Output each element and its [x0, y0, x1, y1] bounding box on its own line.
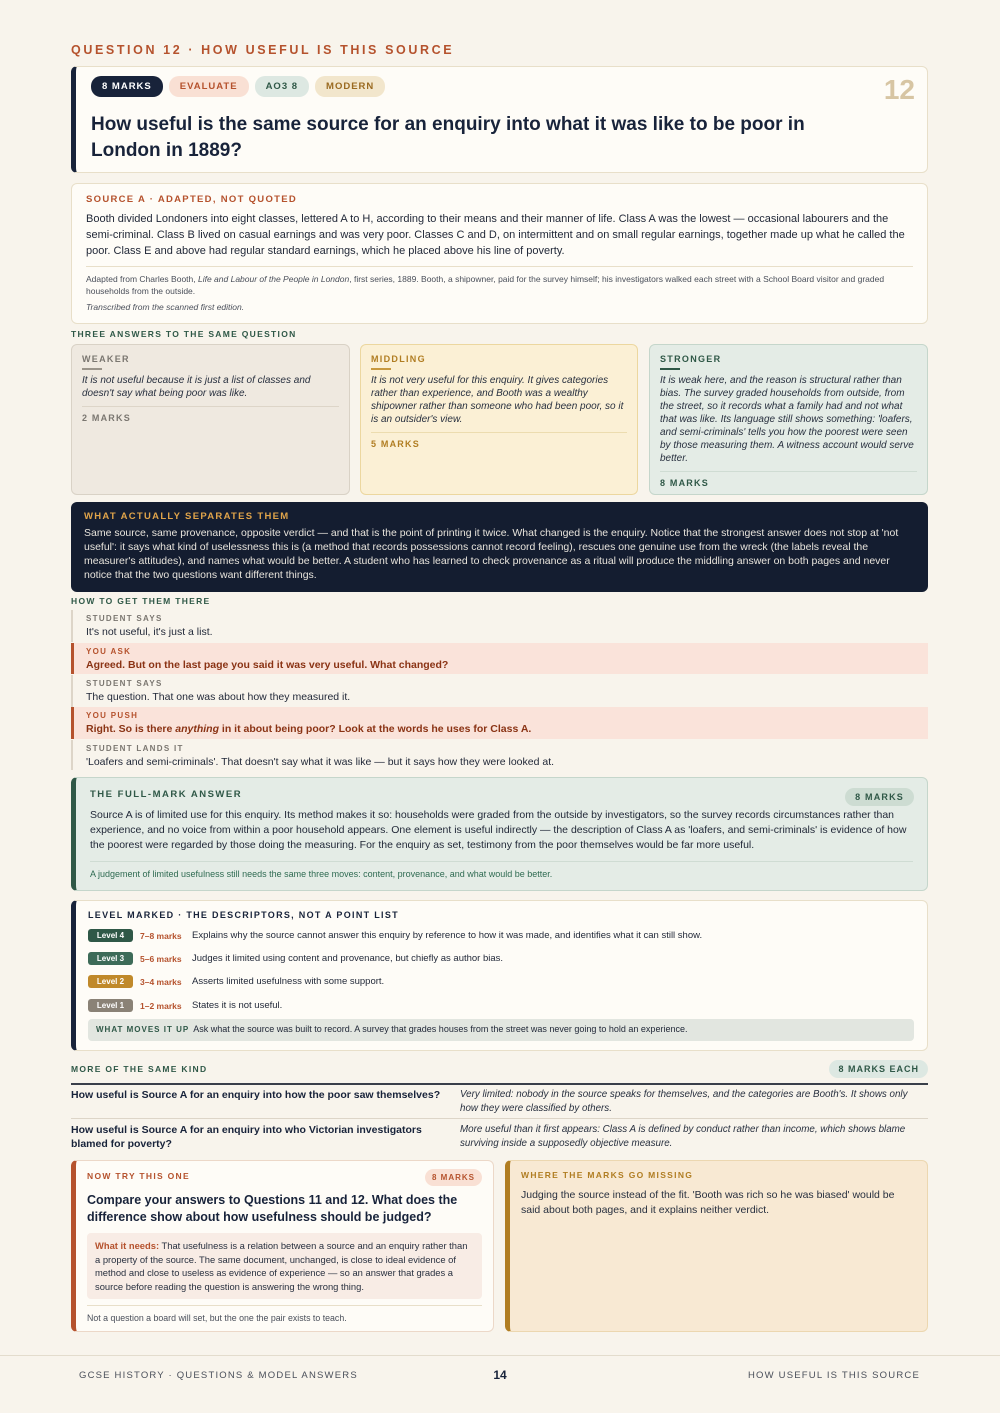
- text-part: Right. So is there: [86, 723, 176, 735]
- marks-tag: 8 MARKS: [91, 76, 163, 97]
- text-emphasis: anything: [175, 723, 220, 735]
- answers-section-label: THREE ANSWERS TO THE SAME QUESTION: [71, 329, 297, 339]
- weaker-marks: 2 MARKS: [82, 406, 339, 423]
- question-heading: QUESTION 12 · HOW USEFUL IS THIS SOURCE: [71, 43, 455, 57]
- page-number: 14: [493, 1368, 507, 1382]
- moves-text: Ask what the source was built to record. A survey that grades houses from the street was never going to hold an experience.: [193, 1024, 688, 1034]
- period-tag: MODERN: [315, 76, 385, 97]
- middling-marks: 5 MARKS: [371, 432, 627, 449]
- more-answer: Very limited: nobody in the source speaks for themselves, and the categories are Booth's. It shows only how they were classified by others.: [460, 1089, 908, 1114]
- citation-prefix: Adapted from Charles Booth,: [86, 273, 198, 284]
- more-section-label: MORE OF THE SAME KIND: [71, 1064, 208, 1074]
- divider: [660, 368, 680, 370]
- speaker-label: YOU PUSH: [86, 711, 139, 720]
- more-question: How useful is Source A for an enquiry into how the poor saw themselves?: [71, 1089, 441, 1101]
- footer-book-title: GCSE HISTORY · QUESTIONS & MODEL ANSWERS: [79, 1370, 358, 1381]
- missing-label: WHERE THE MARKS GO MISSING: [521, 1170, 694, 1180]
- dialogue-line-teacher: [71, 643, 928, 674]
- dialogue-line-teacher: [71, 707, 928, 739]
- try-badge: 8 MARKS: [425, 1169, 482, 1186]
- moves-label: WHAT MOVES IT UP: [96, 1025, 190, 1034]
- skill-tag: EVALUATE: [169, 76, 249, 97]
- level-marks: 7–8 marks: [140, 930, 182, 941]
- level-row: [88, 975, 384, 988]
- source-citation: [86, 266, 913, 297]
- needs-text: That usefulness is a relation between a source and an enquiry rather than a property of the source. The same document, unchanged, is close to ideal evidence of method and close to useless as evidence of experience — so an answer that grades a source before reading the question is answering the wrong thing.: [95, 1240, 468, 1292]
- level-badge: Level 1: [88, 999, 133, 1012]
- level-descriptor: Explains why the source cannot answer this enquiry by reference to how it was made, and identifies what it can still show.: [192, 930, 703, 941]
- level-marks: 3–4 marks: [140, 976, 182, 987]
- weaker-label: WEAKER: [82, 354, 130, 364]
- more-divider: [71, 1083, 928, 1085]
- speaker-text: Agreed. But on the last page you said it was very useful. What changed?: [86, 659, 449, 671]
- middling-answer-card: [360, 344, 638, 495]
- speaker-text: [86, 723, 928, 735]
- more-row-divider: [71, 1118, 928, 1119]
- try-question: Compare your answers to Questions 11 and 12. What does the difference show about how usefulness should be judged?: [87, 1193, 458, 1224]
- level-marks: 1–2 marks: [140, 1000, 182, 1011]
- speaker-label: STUDENT SAYS: [86, 679, 163, 688]
- question-title: How useful is the same source for an enquiry into what it was like to be poor in London in 1889?: [91, 114, 805, 161]
- question-number: 12: [883, 74, 915, 105]
- separates-body: Same source, same provenance, opposite verdict — and that is the point of printing it twice. What changed is the enquiry. Notice that the strongest answer does not stop at 'not useful': it says what kind of uselessness this is (a method that records possessions cannot record feeling), rescues one genuine use from the wreck (the labels reveal the measurer's attitudes), and names what would be better. A student who has learned to check provenance as a ritual will produce the middling answer on both pages and never notice that the two questions want different things.: [84, 527, 899, 581]
- more-question: How useful is Source A for an enquiry into who Victorian investigators blamed for poverty?: [71, 1124, 422, 1150]
- level-marks: 5–6 marks: [140, 953, 182, 964]
- moves-it-up-tip: [88, 1019, 914, 1041]
- speaker-text: 'Loafers and semi-criminals'. That doesn't say what it was like — but it says how they were looked at.: [86, 756, 555, 768]
- divider: [82, 368, 102, 370]
- missing-body: Judging the source instead of the fit. 'Booth was rich so he was biased' would be said about both pages, and it explains neither verdict.: [521, 1189, 895, 1216]
- separates-label: WHAT ACTUALLY SEPARATES THEM: [84, 511, 290, 522]
- more-answer: More useful than it first appears: Class A is defined by conduct rather than income, which shows blame surviving inside a supposedly objective measure.: [460, 1124, 906, 1149]
- level-descriptor: States it is not useful.: [192, 1000, 283, 1011]
- dialogue-line-student: [71, 740, 928, 770]
- levels-label: LEVEL MARKED · THE DESCRIPTORS, NOT A POINT LIST: [88, 910, 399, 920]
- level-row: [88, 952, 503, 965]
- try-label: NOW TRY THIS ONE: [87, 1171, 190, 1181]
- source-transcription-note: Transcribed from the scanned first edition.: [86, 301, 245, 312]
- level-badge: Level 4: [88, 929, 133, 942]
- footer-section-title: HOW USEFUL IS THIS SOURCE: [748, 1370, 920, 1381]
- citation-title: Life and Labour of the People in London: [197, 273, 350, 284]
- level-row: [88, 929, 702, 942]
- full-mark-badge: 8 MARKS: [845, 788, 914, 806]
- speaker-label: YOU ASK: [86, 647, 132, 656]
- speaker-text: It's not useful, it's just a list.: [86, 626, 213, 638]
- more-badge: 8 MARKS EACH: [829, 1060, 928, 1078]
- full-mark-answer-card: [71, 777, 928, 891]
- level-descriptor: Asserts limited usefulness with some support.: [192, 976, 385, 987]
- source-card: [71, 183, 928, 324]
- stronger-label: STRONGER: [660, 354, 722, 364]
- text-part: in it about being poor? Look at the words he uses for Class A.: [219, 723, 532, 735]
- source-body: Booth divided Londoners into eight classes, lettered A to H, according to their means and their manner of life. Class A was the lowest — occasional labourers and the semi-criminal. Class B lived on casual earnings and was very poor. Classes C and D, on intermittent and on small regular earnings, together made up what he called the poor. Class E and above had regular standard earnings, which he placed above his line of poverty.: [86, 213, 905, 258]
- full-mark-note: A judgement of limited usefulness still needs the same three moves: content, provenance, and what would be better.: [90, 861, 913, 879]
- objective-tag: AO3 8: [255, 76, 309, 97]
- dialogue-section-label: HOW TO GET THEM THERE: [71, 596, 211, 606]
- citation-suffix: , first series, 1889. Booth, a shipowner, paid for the survey himself; his investigators walked each street with a School Board visitor and graded households from the outside.: [86, 273, 885, 296]
- level-row: [88, 999, 282, 1012]
- level-badge: Level 2: [88, 975, 133, 988]
- speaker-label: STUDENT SAYS: [86, 614, 163, 623]
- speaker-label: STUDENT LANDS IT: [86, 744, 184, 753]
- level-badge: Level 3: [88, 952, 133, 965]
- dialogue-line-student: [71, 610, 928, 642]
- full-mark-body: Source A is of limited use for this enquiry. Its method makes it so: households were graded from the outside by investigators, so the survey records circumstances rather than experience, and no voice from within a poor household appears. One element is useful indirectly — the description of Class A as 'loafers, and semi-criminals' is evidence of how the poorest were regarded by those doing the measuring. For the enquiry as set, testimony from the poor themselves would be far more useful.: [90, 809, 907, 851]
- separates-panel: [71, 502, 928, 592]
- marks-missing-card: [505, 1160, 928, 1332]
- question-tags: [91, 76, 385, 97]
- level-descriptor: Judges it limited using content and provenance, but chiefly as author bias.: [192, 953, 504, 964]
- question-card: [71, 66, 928, 173]
- dialogue-line-student: [71, 675, 928, 707]
- try-footnote: Not a question a board will set, but the one the pair exists to teach.: [87, 1305, 482, 1323]
- speaker-text: The question. That one was about how they measured it.: [86, 691, 351, 703]
- weaker-answer-card: [71, 344, 350, 495]
- source-label: SOURCE A · ADAPTED, NOT QUOTED: [86, 194, 298, 205]
- try-this-card: [71, 1160, 494, 1332]
- full-mark-label: THE FULL-MARK ANSWER: [90, 789, 243, 800]
- weaker-text: It is not useful because it is just a list of classes and doesn't say what being poor was like.: [82, 375, 311, 399]
- divider: [371, 368, 391, 370]
- level-descriptors-card: [71, 900, 928, 1051]
- needs-label: What it needs:: [95, 1240, 160, 1251]
- middling-label: MIDDLING: [371, 354, 426, 364]
- middling-text: It is not very useful for this enquiry. It gives categories rather than experience, and Booth was a wealthy shipowner rather than someone who had been poor, so it is an outsider's view.: [371, 375, 624, 425]
- page-footer: [0, 1355, 1000, 1413]
- stronger-text: It is weak here, and the reason is structural rather than bias. The survey graded households from outside, from the street, so it records what a family had and not what that was like. Its language still shows something: 'loafers, and semi-criminals' tells you how the poorest were seen by those measuring them. A witness account would serve better.: [660, 375, 914, 464]
- stronger-answer-card: [649, 344, 928, 495]
- try-needs: [87, 1233, 482, 1299]
- stronger-marks: 8 MARKS: [660, 471, 917, 488]
